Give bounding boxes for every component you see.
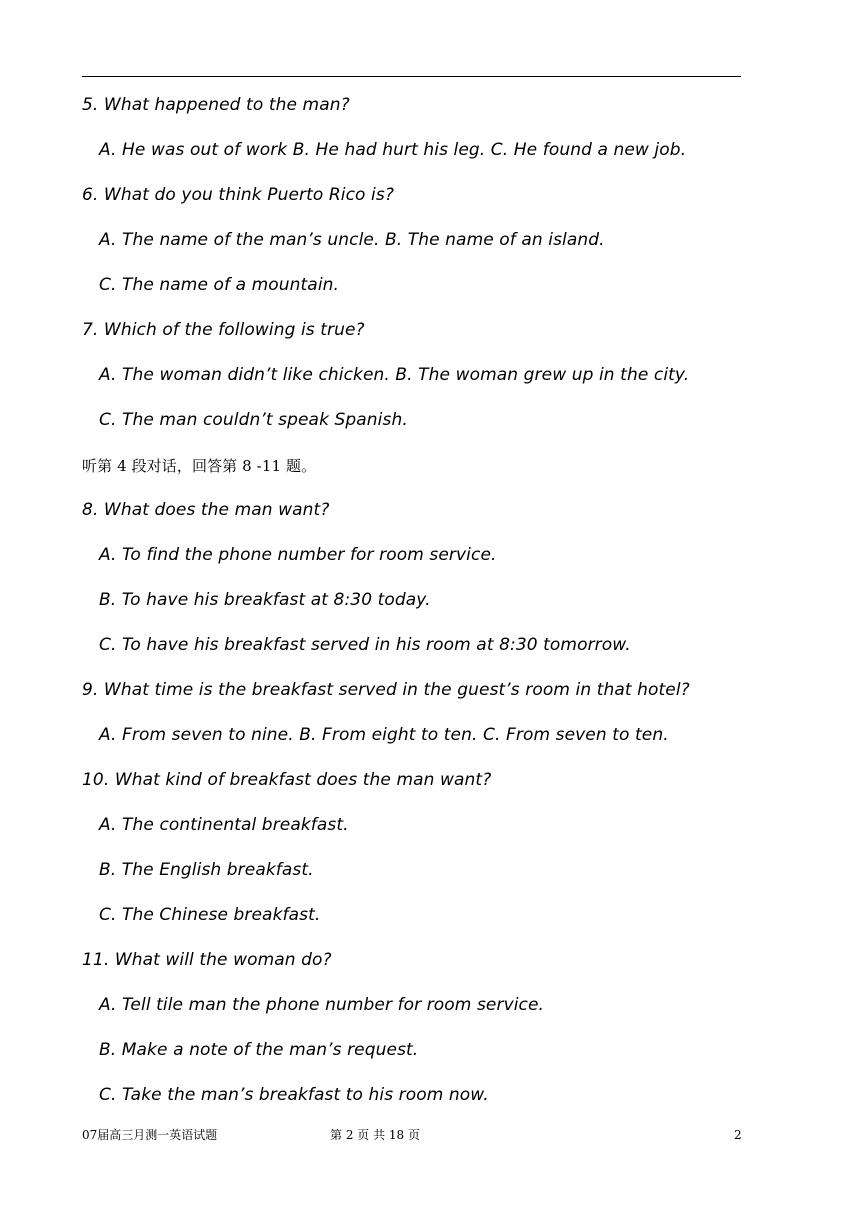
- question-5: 5. What happened to the man?: [82, 95, 350, 115]
- question-9: 9. What time is the breakfast served in the guest’s room in that hotel?: [82, 680, 690, 700]
- question-7: 7. Which of the following is true?: [82, 320, 365, 340]
- question-8-option-a: A. To find the phone number for room service.: [99, 545, 497, 565]
- question-7-option-c: C. The man couldn’t speak Spanish.: [99, 410, 408, 430]
- question-11-option-a: A. Tell tile man the phone number for room service.: [99, 995, 545, 1015]
- question-11-option-b: B. Make a note of the man’s request.: [99, 1040, 419, 1060]
- question-6: 6. What do you think Puerto Rico is?: [82, 185, 394, 205]
- header-rule: [82, 76, 741, 77]
- question-11: 11. What will the woman do?: [82, 950, 332, 970]
- question-7-options-ab: A. The woman didn’t like chicken. B. The woman grew up in the city.: [99, 365, 690, 385]
- question-8: 8. What does the man want?: [82, 500, 330, 520]
- question-5-options: A. He was out of work B. He had hurt his leg. C. He found a new job.: [99, 140, 687, 160]
- question-8-option-b: B. To have his breakfast at 8:30 today.: [99, 590, 431, 610]
- footer-exam-title: 07届高三月测一英语试题: [82, 1128, 218, 1142]
- question-6-option-c: C. The name of a mountain.: [99, 275, 340, 295]
- question-10-option-a: A. The continental breakfast.: [99, 815, 349, 835]
- question-10-option-b: B. The English breakfast.: [99, 860, 314, 880]
- question-10-option-c: C. The Chinese breakfast.: [99, 905, 321, 925]
- footer-page-number: 2: [734, 1128, 742, 1142]
- section-instruction: 听第 4 段对话，回答第 8 -11 题。: [82, 457, 317, 475]
- question-8-option-c: C. To have his breakfast served in his room at 8:30 tomorrow.: [99, 635, 631, 655]
- question-9-options: A. From seven to nine. B. From eight to ten. C. From seven to ten.: [99, 725, 669, 745]
- question-6-options-ab: A. The name of the man’s uncle. B. The name of an island.: [99, 230, 605, 250]
- question-10: 10. What kind of breakfast does the man want?: [82, 770, 492, 790]
- footer-page-count: 第 2 页 共 18 页: [330, 1128, 420, 1142]
- question-11-option-c: C. Take the man’s breakfast to his room now.: [99, 1085, 489, 1105]
